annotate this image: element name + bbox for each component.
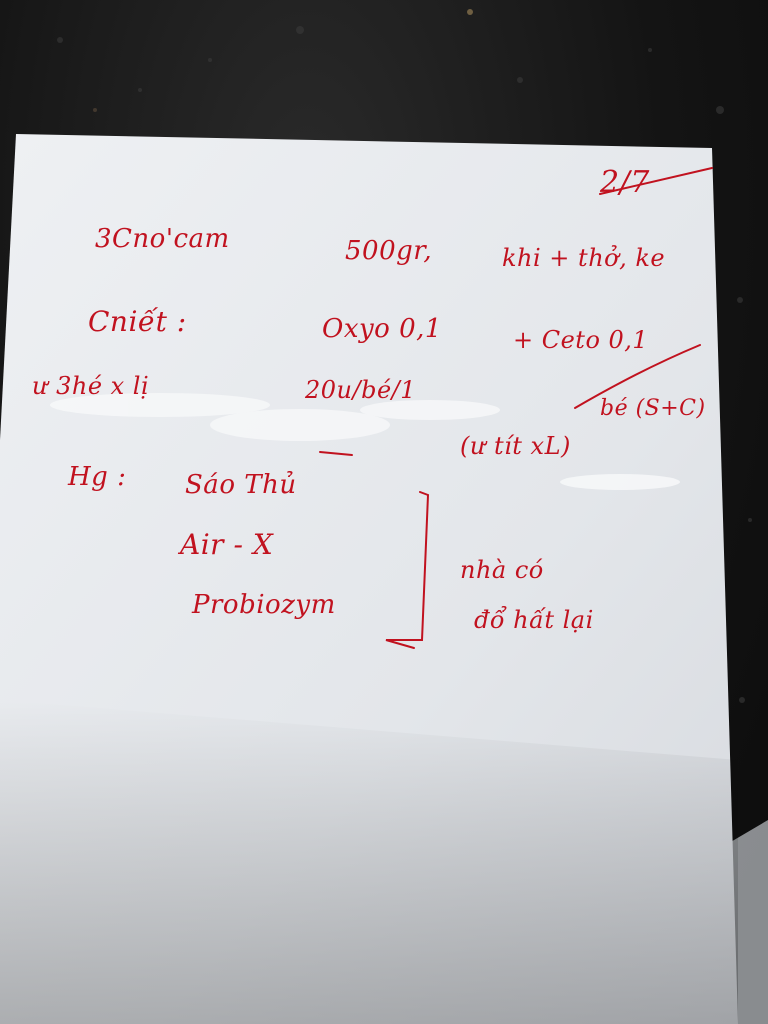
line3-left: ư 3hé x lị (32, 372, 150, 400)
line3-right: bé (S+C) (600, 396, 706, 421)
line3-mid: 20u/bé/1 (305, 376, 417, 404)
line1-left: 3Cno'cam (95, 224, 230, 254)
side-note-2: đổ hất lại (474, 606, 594, 634)
line1-right: khi + thở, ke (502, 244, 666, 272)
line4-right: (ư tít xL) (460, 432, 571, 460)
list-item-3: Probiozym (192, 590, 336, 620)
line1-mid: 500gr, (345, 236, 433, 266)
side-note-1: nhà có (460, 556, 544, 584)
list-label: Hg : (68, 462, 127, 492)
date-note: 2/7 (600, 165, 650, 200)
list-item-1: Sáo Thủ (185, 470, 297, 500)
line2-b: + Ceto 0,1 (513, 326, 649, 354)
line2-label: Cniết : (88, 305, 187, 338)
line2-a: Oxyo 0,1 (322, 314, 442, 344)
list-item-2: Air - X (180, 528, 274, 561)
